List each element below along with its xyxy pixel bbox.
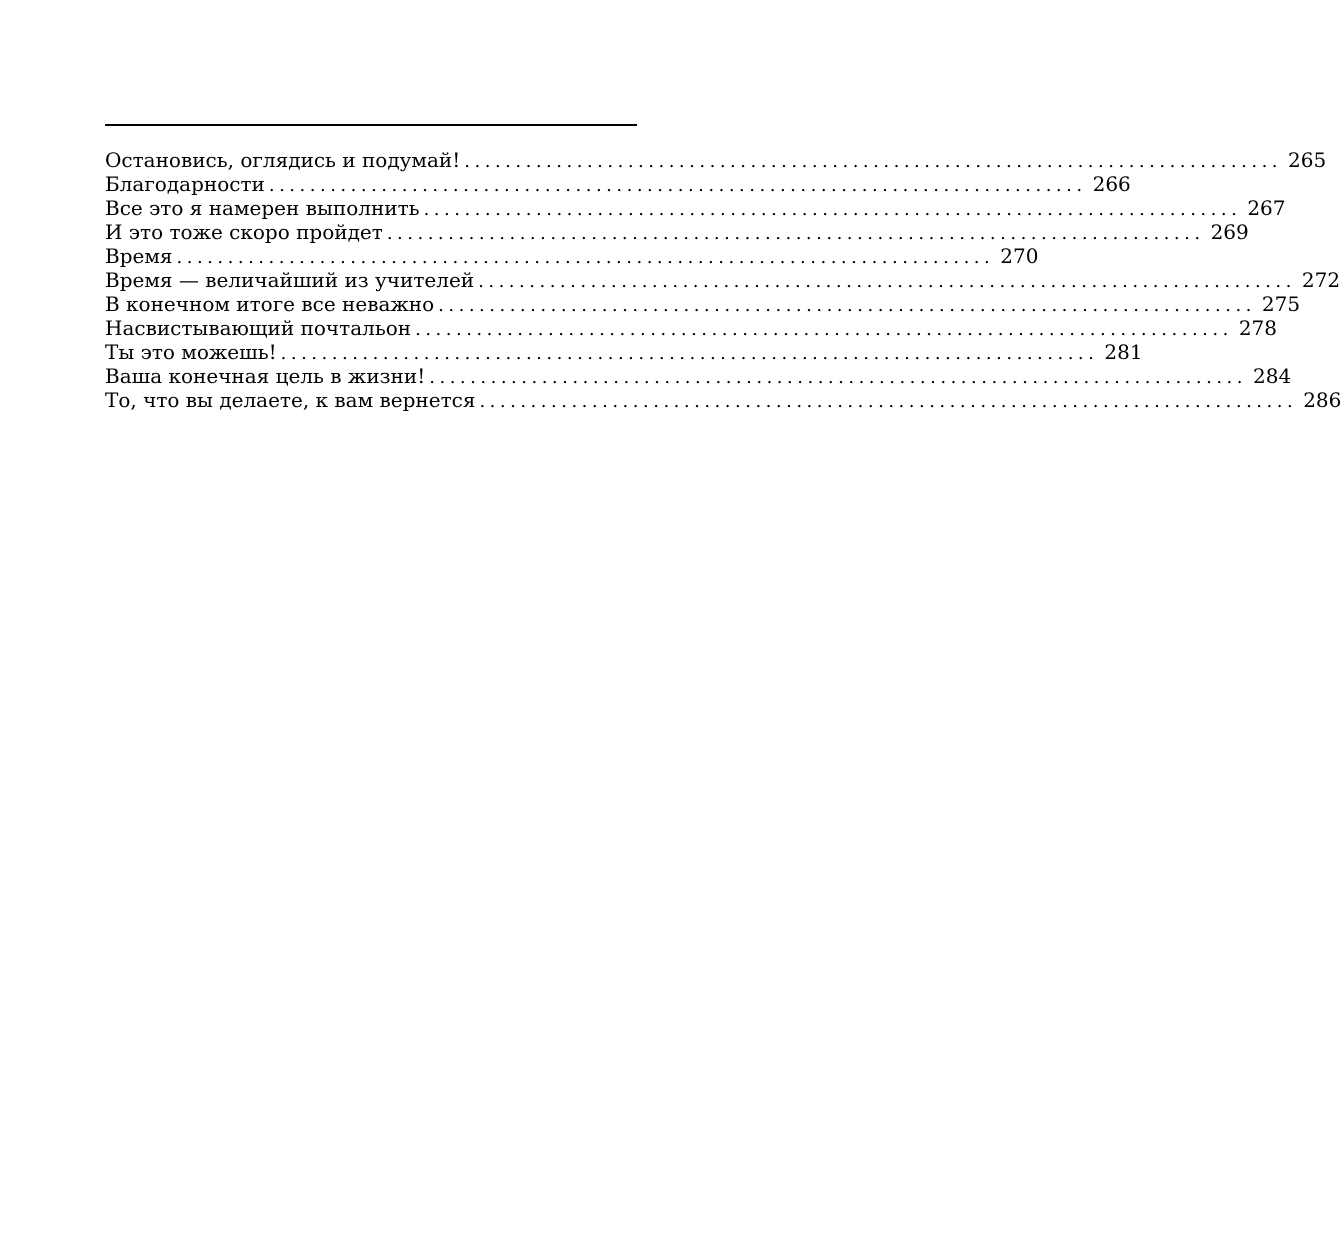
toc-entry-title: И это тоже скоро пройдет	[105, 220, 383, 244]
dot-leader: ................................................................................	[386, 223, 1205, 244]
dot-leader: ................................................................................	[478, 271, 1296, 292]
table-of-contents	[105, 148, 1341, 412]
toc-entry-title: Благодарности	[105, 172, 265, 196]
toc-entry-page: 278	[1238, 316, 1278, 340]
toc-entry-title: Насвистывающий почтальон	[105, 316, 412, 340]
dot-leader: ................................................................................	[268, 175, 1087, 196]
dot-leader: ................................................................................	[464, 151, 1283, 172]
toc-entry	[105, 244, 1039, 268]
toc-entry-title: Ваша конечная цель в жизни!	[105, 364, 426, 388]
toc-entry	[105, 220, 1249, 244]
toc-entry-title: Все это я намерен выполнить	[105, 196, 420, 220]
toc-entry	[105, 388, 1341, 412]
toc-entry-page: 275	[1261, 292, 1301, 316]
toc-entry	[105, 316, 1278, 340]
toc-entry	[105, 172, 1131, 196]
top-rule	[105, 124, 637, 126]
dot-leader: ................................................................................	[479, 391, 1298, 412]
toc-entry-title: В конечном итоге все неважно	[105, 292, 435, 316]
toc-entry-page: 272	[1301, 268, 1341, 292]
toc-entry-page: 286	[1303, 388, 1341, 412]
toc-entry-title: Время — величайший из учителей	[105, 268, 475, 292]
toc-entry-page: 284	[1253, 364, 1292, 388]
toc-entry-title: Время	[105, 244, 173, 268]
toc-entry-page: 266	[1092, 172, 1131, 196]
dot-leader: ................................................................................	[429, 367, 1247, 388]
toc-entry	[105, 340, 1143, 364]
toc-entry-title: То, что вы делаете, к вам вернется	[105, 388, 476, 412]
toc-entry-page: 265	[1288, 148, 1327, 172]
toc-entry	[105, 364, 1292, 388]
dot-leader: ................................................................................	[415, 319, 1233, 340]
dot-leader: ................................................................................	[280, 343, 1099, 364]
dot-leader: ................................................................................	[423, 199, 1242, 220]
dot-leader: ................................................................................	[438, 295, 1256, 316]
toc-entry-title: Ты это можешь!	[105, 340, 277, 364]
toc-entry	[105, 268, 1341, 292]
toc-entry	[105, 148, 1327, 172]
toc-entry-page: 267	[1247, 196, 1286, 220]
toc-entry-page: 270	[1000, 244, 1039, 268]
dot-leader: ................................................................................	[176, 247, 995, 268]
toc-entry-title: Остановись, оглядись и подумай!	[105, 148, 461, 172]
toc-entry-page: 269	[1210, 220, 1249, 244]
toc-entry	[105, 196, 1286, 220]
toc-entry-page: 281	[1104, 340, 1143, 364]
toc-entry	[105, 292, 1301, 316]
